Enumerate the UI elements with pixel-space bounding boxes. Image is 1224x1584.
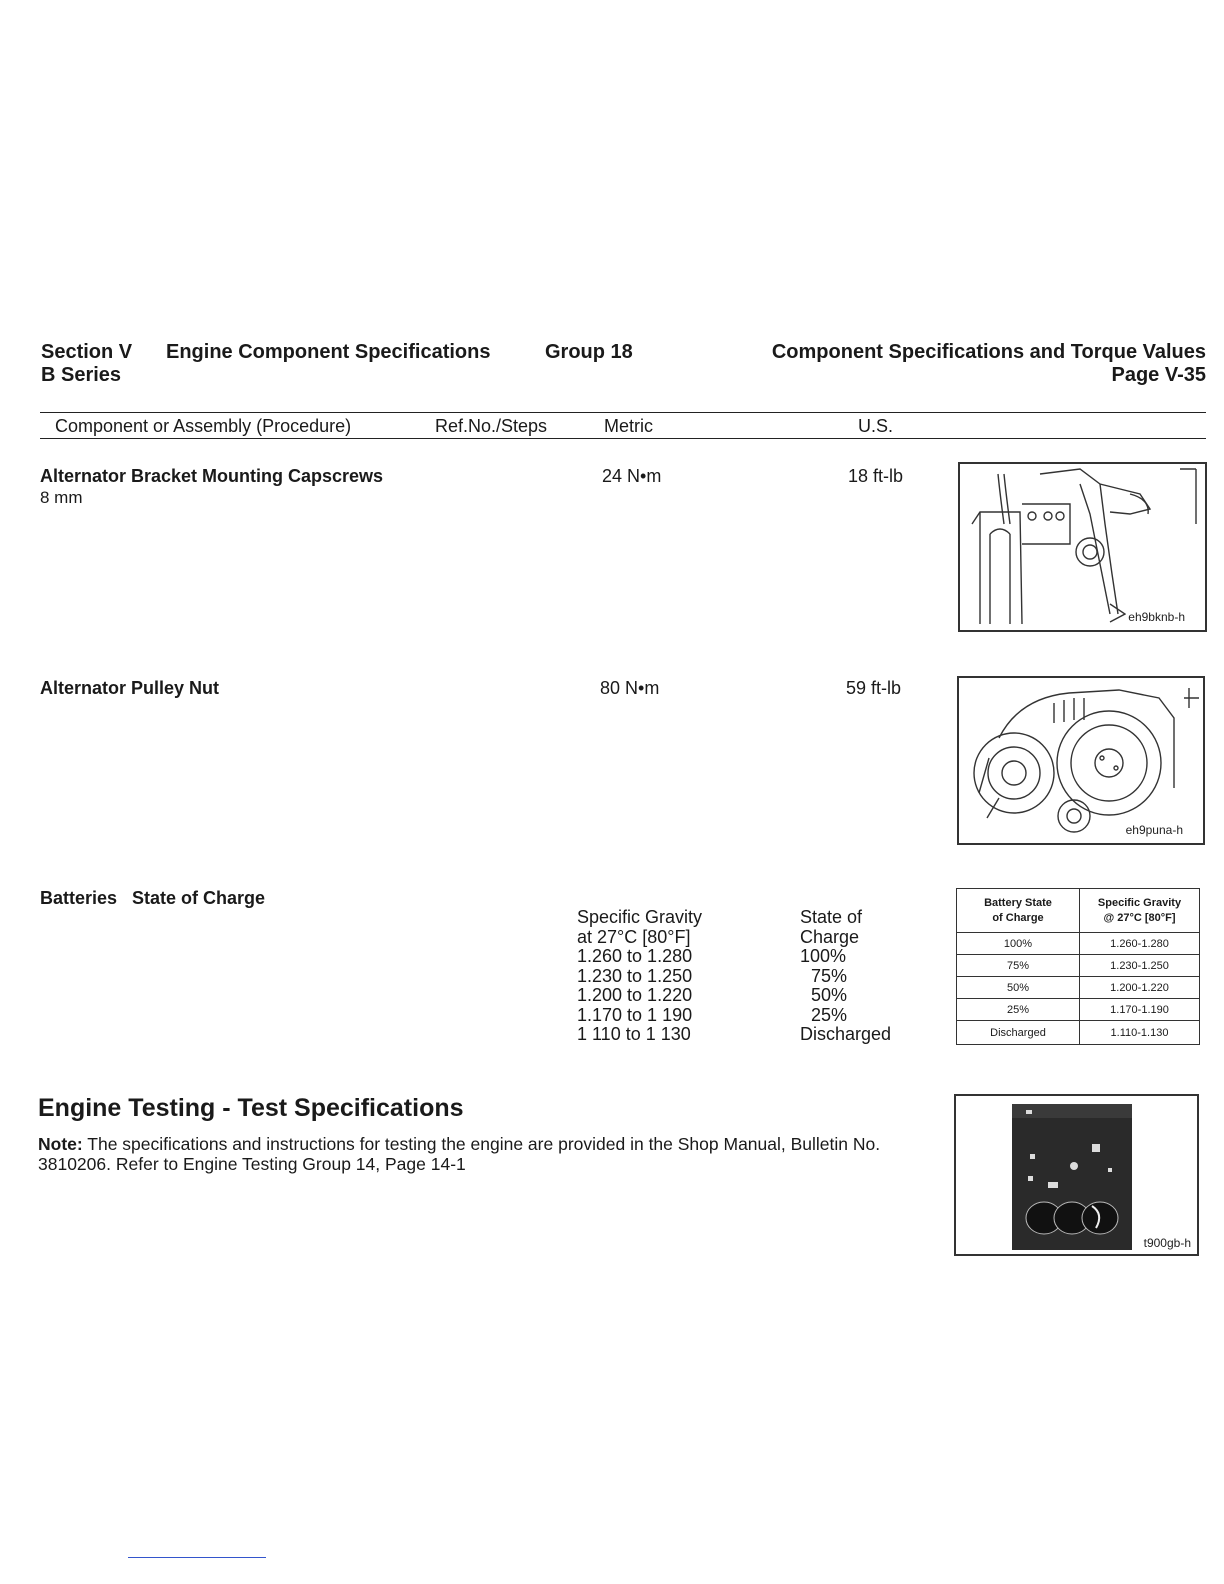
item-name: Alternator Bracket Mounting Capscrews <box>40 466 384 486</box>
sg-value: 1.200 to 1.220 <box>577 985 693 1005</box>
section-title: Engine Component Specifications <box>166 341 491 363</box>
soc-value: 75% <box>811 965 848 986</box>
figure-pulley <box>957 676 1205 845</box>
battery-table <box>956 888 1200 1045</box>
sg-value: 1 110 to 1 130 <box>577 1024 691 1044</box>
soc-value: 25% <box>811 1004 848 1025</box>
section-label: Section V <box>41 341 133 363</box>
item-metric: 80 N•m <box>600 678 660 698</box>
item-metric: 24 N•m <box>602 466 662 486</box>
table-row <box>957 933 1200 955</box>
table-row <box>957 999 1200 1021</box>
sg-value: 1.170 to 1 190 <box>577 1004 693 1025</box>
right-title: Component Specifications and Torque Values <box>771 341 1206 363</box>
bottom-rule <box>40 438 1206 439</box>
figure-test-equipment <box>954 1094 1199 1256</box>
batteries-title: Batteries State of Charge <box>40 888 266 908</box>
series-label: B Series <box>41 364 122 386</box>
table-cell: 100% <box>957 933 1080 955</box>
table-cell: 75% <box>957 955 1080 977</box>
item-us: 18 ft-lb <box>848 466 904 486</box>
table-header: Battery State of Charge <box>957 889 1080 933</box>
table-cell: 25% <box>957 999 1080 1021</box>
table-cell: 50% <box>957 977 1080 999</box>
footer-link-line <box>128 1557 266 1558</box>
col-ref: Ref.No./Steps <box>435 416 548 436</box>
item-us: 59 ft-lb <box>846 678 902 698</box>
top-rule <box>40 412 1206 413</box>
figure-label: eh9puna-h <box>1125 823 1183 837</box>
table-header: Specific Gravity @ 27°C [80°F] <box>1080 889 1200 933</box>
test-equipment-illustration <box>956 1096 1197 1254</box>
item-sub: 8 mm <box>40 488 83 507</box>
figure-label: t900gb-h <box>1143 1236 1191 1250</box>
bracket-illustration <box>960 464 1205 630</box>
col-us: U.S. <box>858 416 894 436</box>
sg-header: at 27°C [80°F] <box>577 926 691 947</box>
note-text: The specifications and instructions for testing the engine are provided in the Shop Manual, Bulletin No. 3810206. Refer to Engine Testing Group 14, Page 14-1 <box>38 1134 881 1174</box>
sg-value: 1.230 to 1.250 <box>577 965 693 986</box>
table-row <box>957 977 1200 999</box>
table-row <box>957 955 1200 977</box>
soc-header: Charge <box>800 926 860 947</box>
sg-value: 1.260 to 1.280 <box>577 946 693 966</box>
table-cell: 1.260-1.280 <box>1080 933 1200 955</box>
table-cell: 1.200-1.220 <box>1080 977 1200 999</box>
soc-value: 50% <box>811 985 848 1005</box>
table-cell: Discharged <box>957 1021 1080 1045</box>
page-number: Page V-35 <box>1111 364 1206 386</box>
item-name: Alternator Pulley Nut <box>40 678 220 698</box>
table-cell: 1.230-1.250 <box>1080 955 1200 977</box>
soc-value: Discharged <box>800 1024 892 1044</box>
soc-value: 100% <box>800 946 847 966</box>
sg-header: Specific Gravity <box>577 907 703 927</box>
table-row <box>957 1021 1200 1045</box>
figure-bracket <box>958 462 1207 632</box>
col-metric: Metric <box>604 416 653 436</box>
soc-header: State of <box>800 907 863 927</box>
col-component: Component or Assembly (Procedure) <box>55 416 352 436</box>
pulley-illustration <box>959 678 1203 843</box>
group-label: Group 18 <box>545 341 633 363</box>
specific-gravity-column <box>577 908 702 1045</box>
figure-label: eh9bknb-h <box>1128 610 1185 624</box>
testing-title: Engine Testing - Test Specifications <box>38 1094 464 1122</box>
table-cell: 1.110-1.130 <box>1080 1021 1200 1045</box>
state-of-charge-column <box>800 908 891 1045</box>
table-cell: 1.170-1.190 <box>1080 999 1200 1021</box>
note-label: Note: <box>38 1134 83 1154</box>
testing-note <box>38 1134 928 1174</box>
